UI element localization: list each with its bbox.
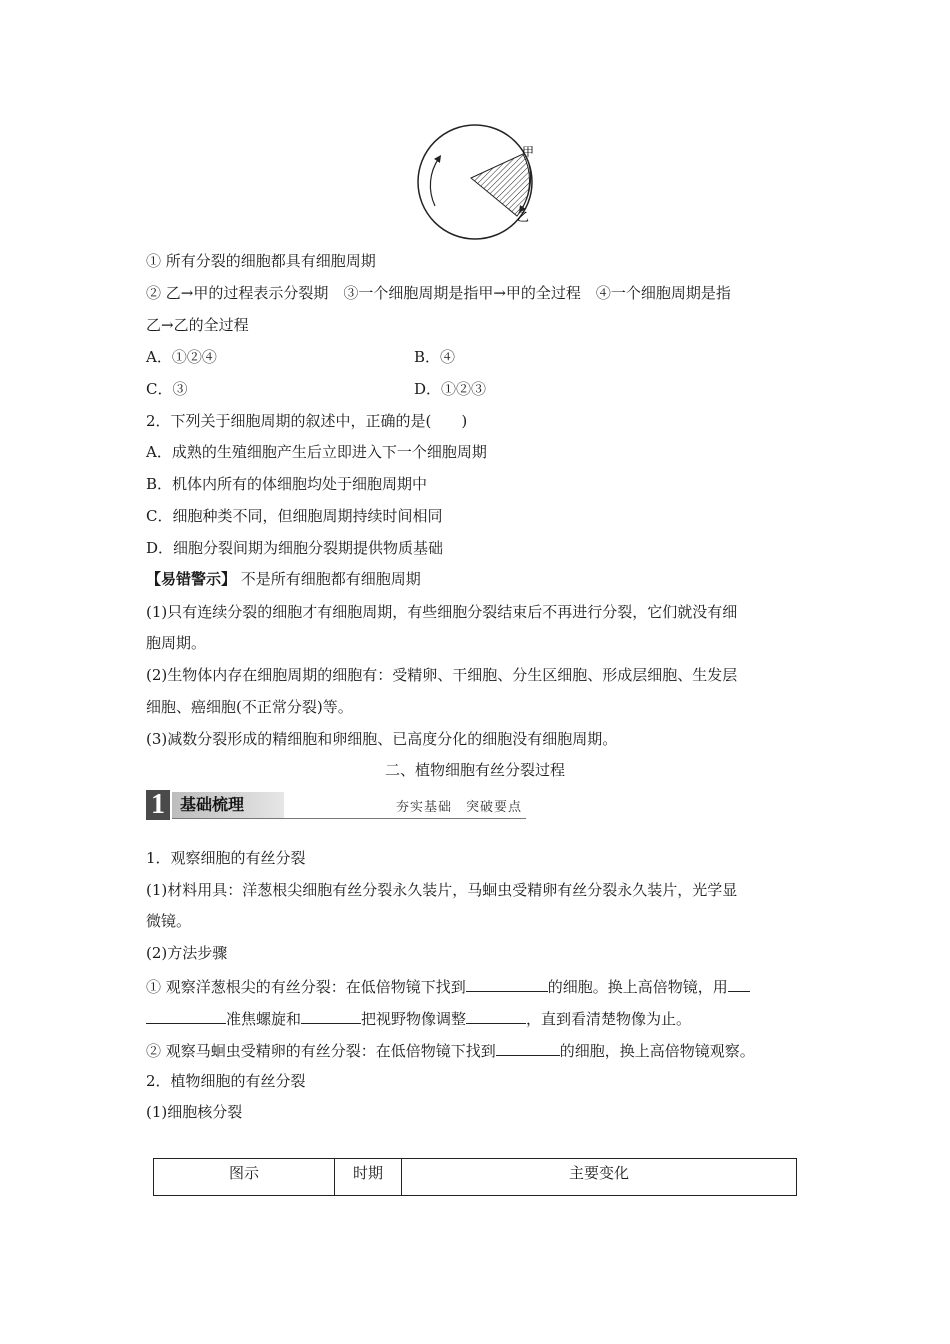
- obs-method-heading: (2)方法步骤: [146, 944, 228, 962]
- warning-p2-cont: 细胞、癌细胞(不正常分裂)等。: [146, 698, 353, 716]
- nuclear-division-heading: (1)细胞核分裂: [146, 1103, 243, 1121]
- banner-subtitle: 夯实基础 突破要点: [396, 800, 523, 815]
- q2-option-b: B．机体内所有的体细胞均处于细胞周期中: [146, 475, 428, 493]
- banner-number: 1: [146, 790, 170, 820]
- warning-p1-cont: 胞周期。: [146, 634, 207, 652]
- blank-2-cont: [146, 1007, 226, 1024]
- obs-heading: 1．观察细胞的有丝分裂: [146, 849, 306, 867]
- q1-statement-2: ② 乙→甲的过程表示分裂期 ③一个细胞周期是指甲→甲的全过程 ④一个细胞周期是指: [146, 284, 731, 302]
- step1-text-c: 准焦螺旋和: [226, 1010, 302, 1028]
- warning-heading: [146, 569, 421, 589]
- table-header-row: [154, 1159, 797, 1196]
- label-jia: 甲: [522, 145, 535, 159]
- step1-text-b: 的细胞。换上高倍物镜，用: [547, 978, 728, 996]
- warning-p3: (3)减数分裂形成的精细胞和卵细胞、已高度分化的细胞没有细胞周期。: [146, 730, 618, 748]
- blank-4: [466, 1007, 526, 1024]
- step1-text-a: ① 观察洋葱根尖的有丝分裂：在低倍物镜下找到: [146, 978, 466, 996]
- cell-cycle-diagram: [405, 120, 555, 250]
- mitosis-table: [153, 1158, 797, 1196]
- q2-stem: 2．下列关于细胞周期的叙述中，正确的是( ): [146, 412, 468, 430]
- step2-text-b: 的细胞，换上高倍物镜观察。: [559, 1042, 755, 1060]
- cycle-arrow-left: [430, 158, 439, 206]
- section-banner: [146, 790, 526, 820]
- section-title: 二、植物细胞有丝分裂过程: [384, 761, 565, 779]
- obs-step-1-cont: [146, 1007, 691, 1029]
- plant-mitosis-heading: 2．植物细胞的有丝分裂: [146, 1072, 306, 1090]
- banner-tag: 基础梳理: [172, 792, 284, 818]
- warning-title: 不是所有细胞都有细胞周期: [236, 570, 421, 588]
- q1-option-d: D．①②③: [414, 380, 487, 398]
- label-yi: 乙: [517, 210, 530, 224]
- warning-tag: 【易错警示】: [146, 570, 237, 588]
- q1-option-a: A．①②④: [146, 348, 217, 366]
- q2-option-c: C．细胞种类不同，但细胞周期持续时间相同: [146, 507, 443, 525]
- warning-p2: (2)生物体内存在细胞周期的细胞有：受精卵、干细胞、分生区细胞、形成层细胞、生发层: [146, 666, 738, 684]
- division-phase-sector: [471, 154, 529, 216]
- obs-step-1: [146, 975, 750, 997]
- blank-5: [496, 1039, 560, 1056]
- header-changes: 主要变化: [402, 1159, 797, 1196]
- q1-statement-2-cont: 乙→乙的全过程: [146, 316, 249, 334]
- obs-materials: (1)材料用具：洋葱根尖细胞有丝分裂永久装片，马蛔虫受精卵有丝分裂永久装片，光学显: [146, 881, 738, 899]
- q1-option-b: B．④: [414, 348, 456, 366]
- q2-option-a: A．成熟的生殖细胞产生后立即进入下一个细胞周期: [146, 443, 487, 461]
- header-diagram: 图示: [154, 1159, 335, 1196]
- header-phase: 时期: [335, 1159, 402, 1196]
- obs-step-2: [146, 1039, 755, 1061]
- q1-statement-1: ① 所有分裂的细胞都具有细胞周期: [146, 252, 376, 270]
- blank-2: [728, 975, 750, 992]
- step2-text-a: ② 观察马蛔虫受精卵的有丝分裂：在低倍物镜下找到: [146, 1042, 496, 1060]
- blank-1: [466, 975, 548, 992]
- step1-text-e: ，直到看清楚物像为止。: [526, 1010, 692, 1028]
- q1-option-c: C．③: [146, 380, 188, 398]
- banner-rule: [172, 818, 526, 819]
- step1-text-d: 把视野物像调整: [361, 1010, 467, 1028]
- warning-p1: (1)只有连续分裂的细胞才有细胞周期，有些细胞分裂结束后不再进行分裂，它们就没有细: [146, 603, 738, 621]
- blank-3: [301, 1007, 361, 1024]
- q2-option-d: D．细胞分裂间期为细胞分裂期提供物质基础: [146, 539, 444, 557]
- obs-materials-cont: 微镜。: [146, 912, 192, 930]
- cell-cycle-svg: [405, 120, 555, 250]
